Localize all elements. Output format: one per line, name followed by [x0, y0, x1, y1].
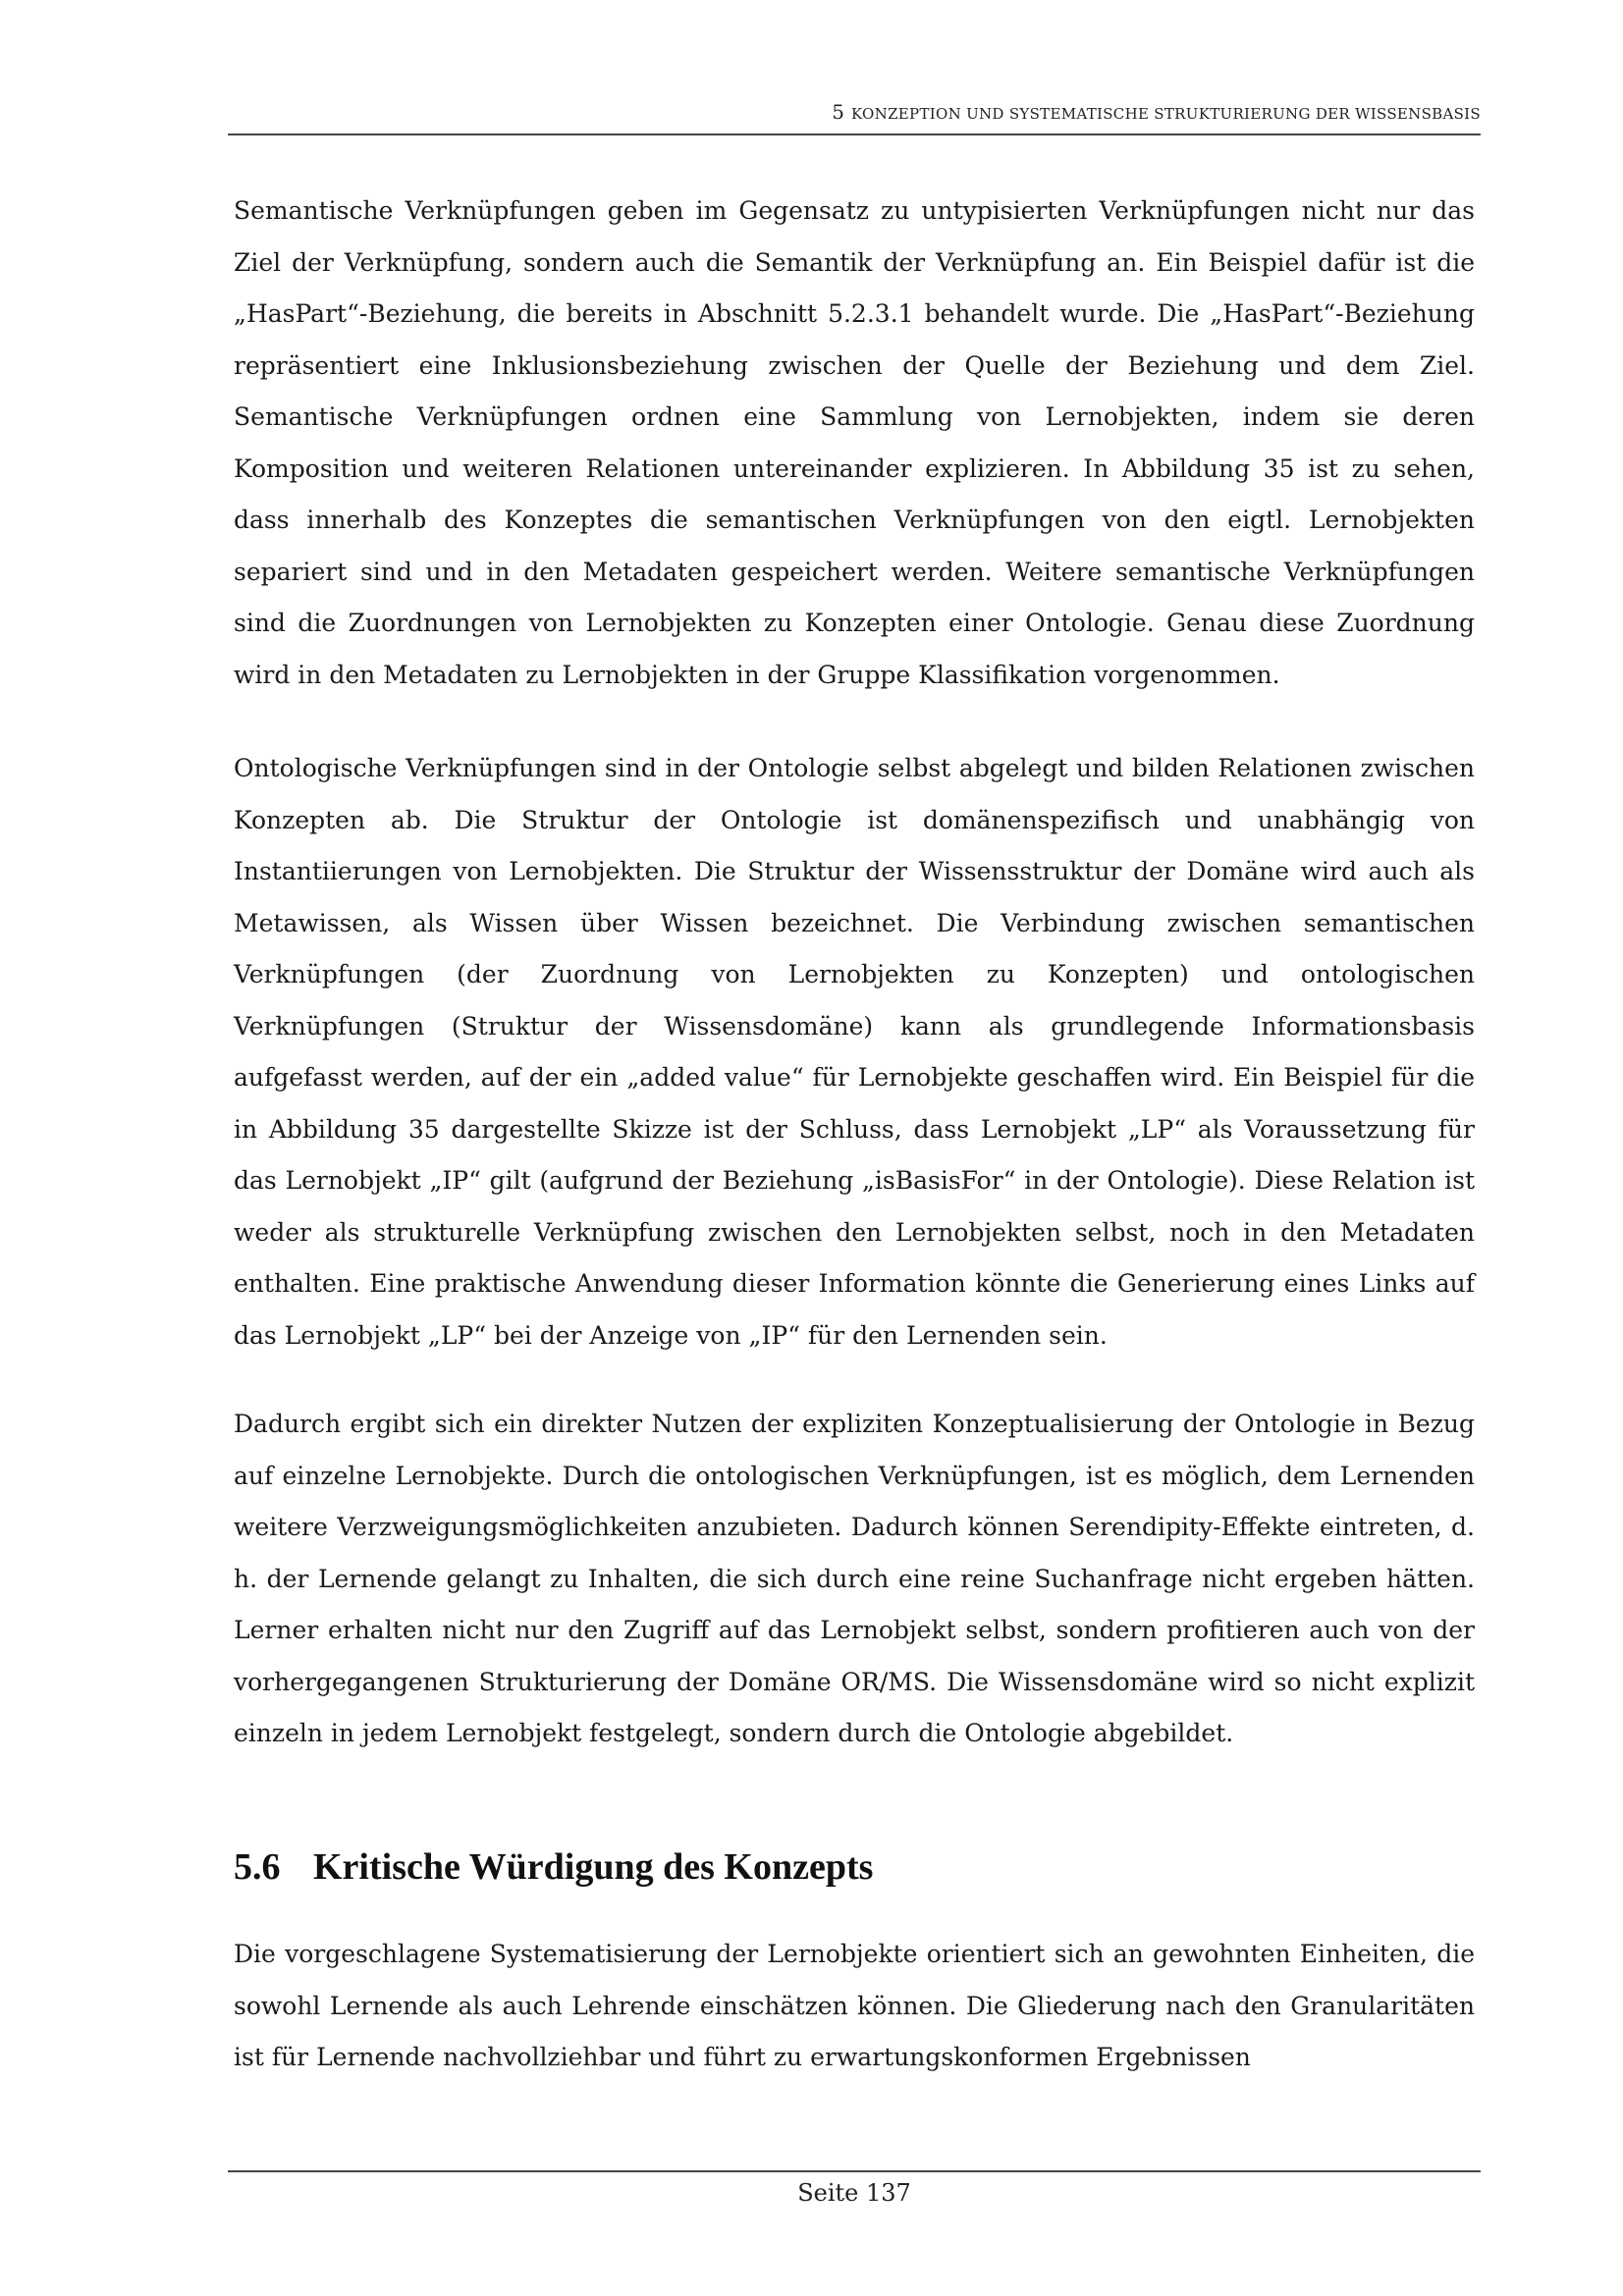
chapter-number: 5: [832, 100, 845, 124]
paragraph-ontological-links: Ontologische Verknüpfungen sind in der Ontologie selbst abgelegt und bilden Relationen zwischen Konzepten ab. Die Struktur der Ontologie ist domänenspezifisch und unabhängig von Instantiierungen von Lernobjekten. Die Struktur der Wissensstruktur der Domäne wird auch als Metawissen, als Wissen über Wissen bezeichnet. Die Verbindung zwischen semantischen Verknüpfungen (der Zuordnung von Lernobjekten zu Konzepten) und ontologischen Verknüpfungen (Struktur der Wissensdomäne) kann als grundlegende Informationsbasis aufgefasst werden, auf der ein „added value“ für Lernobjekte geschaffen wird. Ein Beispiel für die in Abbildung 35 dargestellte Skizze ist der Schluss, dass Lernobjekt „LP“ als Voraussetzung für das Lernobjekt „IP“ gilt (aufgrund der Beziehung „isBasisFor“ in der Ontologie). Diese Relation ist weder als strukturelle Verknüpfung zwischen den Lernobjekten selbst, noch in den Metadaten enthalten. Eine praktische Anwendung dieser Information könnte die Generierung eines Links auf das Lernobjekt „LP“ bei der Anzeige von „IP“ für den Lernenden sein.: [234, 754, 1475, 1350]
section-title: Kritische Würdigung des Konzepts: [313, 1846, 874, 1888]
page-number: Seite 137: [797, 2179, 911, 2207]
chapter-title: KONZEPTION UND SYSTEMATISCHE STRUKTURIERUNG DER WISSENSBASIS: [850, 105, 1481, 123]
section-heading: [234, 1845, 873, 1889]
paragraph-critical-assessment: Die vorgeschlagene Systematisierung der Lernobjekte orientiert sich an gewohnten Einheiten, die sowohl Lernende als auch Lehrende einschätzen können. Die Gliederung nach den Granularitäten ist für Lernende nachvollziehbar und führt zu erwartungskonformen Ergebnissen: [234, 1940, 1475, 2071]
section-number: 5.6: [234, 1846, 281, 1888]
paragraph-semantic-links: Semantische Verknüpfungen geben im Gegensatz zu untypisierten Verknüpfungen nicht nur das Ziel der Verknüpfung, sondern auch die Semantik der Verknüpfung an. Ein Beispiel dafür ist die „HasPart“-Beziehung, die bereits in Abschnitt 5.2.3.1 behandelt wurde. Die „HasPart“-Beziehung repräsentiert eine Inklusionsbeziehung zwischen der Quelle der Beziehung und dem Ziel. Semantische Verknüpfungen ordnen eine Sammlung von Lernobjekten, indem sie deren Komposition und weiteren Relationen untereinander explizieren. In Abbildung 35 ist zu sehen, dass innerhalb des Konzeptes die semantischen Verknüpfungen von den eigtl. Lernobjekten separiert sind und in den Metadaten gespeichert werden. Weitere semantische Verknüpfungen sind die Zuordnungen von Lernobjekten zu Konzepten einer Ontologie. Genau diese Zuordnung wird in den Metadaten zu Lernobjekten in der Gruppe Klassifikation vorgenommen.: [234, 196, 1475, 689]
footer-rule: [228, 2170, 1481, 2172]
header-rule: [228, 133, 1481, 135]
paragraph-direct-benefit: Dadurch ergibt sich ein direkter Nutzen der expliziten Konzeptualisierung der Ontologie in Bezug auf einzelne Lernobjekte. Durch die ontologischen Verknüpfungen, ist es möglich, dem Lernenden weitere Verzweigungsmöglichkeiten anzubieten. Dadurch können Serendipity-Effekte eintreten, d. h. der Lernende gelangt zu Inhalten, die sich durch eine reine Suchanfrage nicht ergeben hätten. Lerner erhalten nicht nur den Zugriff auf das Lernobjekt selbst, sondern profitieren auch von der vorhergegangenen Strukturierung der Domäne OR/MS. Die Wissensdomäne wird so nicht explizit einzeln in jedem Lernobjekt festgelegt, sondern durch die Ontologie abgebildet.: [234, 1410, 1475, 1747]
running-header: [228, 100, 1481, 124]
